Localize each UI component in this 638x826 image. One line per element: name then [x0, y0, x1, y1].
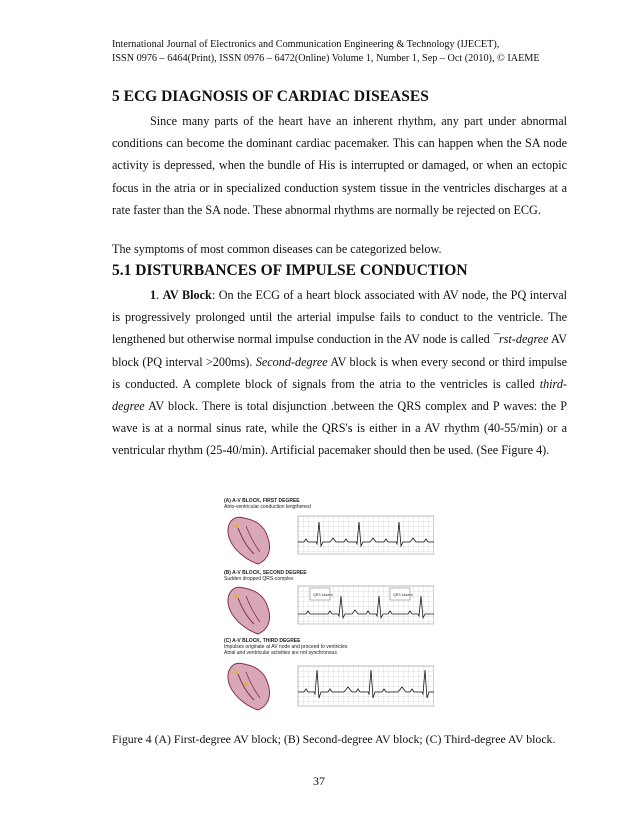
figure-4 [222, 494, 434, 716]
heart-a-icon [228, 517, 270, 564]
panel-a-subtitle: Atrio-ventricular conduction lengthened [224, 504, 311, 510]
panel-c-subtitle-1: Impulses originate at AV node and proceed to ventricles [224, 644, 348, 650]
first-degree-term: ¯rst-degree [492, 332, 549, 347]
av-block-paragraph: 1. AV Block: On the ECG of a heart block associated with AV node, the PQ interval is progressively prolonged until the arterial impulse fails to conduct to the ventricle. The lengthened but otherwise normal impulse conduction in the AV node is called ¯rst-degree AV block (PQ interval >200ms). Second-degree AV block is when every second or third impulse is conducted. A complete block of signals from the atria to the ventricles is called third-degree AV block. There is total disjunction .between the QRS complex and P waves: the P wave is at a normal sinus rate, while the QRS's is either in a AV rhythm (40-55/min) or a ventricular rhythm (25-40/min). Artificial pacemaker should then be used. (See Figure 4). [112, 288, 568, 458]
item-number: 1 [150, 288, 157, 302]
third-degree-term: third-degree [112, 376, 567, 414]
figure-caption: Figure 4 (A) First-degree AV block; (B) Second-degree AV block; (C) Third-degree AV block. [112, 732, 556, 746]
heart-c-icon [228, 663, 270, 710]
header-line-2: ISSN 0976 – 6464(Print), ISSN 0976 – 6472(Online) Volume 1, Number 1, Sep – Oct (2010), © IAEME [112, 53, 540, 64]
second-degree-term: Second-degree [255, 354, 328, 369]
ecg-strip-b [298, 586, 434, 624]
av-block-text-4: AV block. There is total disjunction .between the QRS complex and P waves: the P wave is at a normal sinus rate, while the QRS's is either in a AV rhythm (40-55/min) or a ventricular rhythm (25-40/min). Artificial pacemaker should then be used. (See Figure 4). [112, 399, 567, 458]
ecg-strip-c [298, 666, 434, 706]
av-block-figure-svg [222, 494, 434, 716]
header-line-1: International Journal of Electronics and Communication Engineering & Technology (IJECET), [112, 39, 500, 50]
panel-c-title: (C) A-V BLOCK, THIRD DEGREE [224, 638, 301, 644]
panel-c-subtitle-2: Atrial and ventricular activities are not synchronous [224, 650, 337, 656]
heart-b-icon [228, 587, 270, 634]
panel-b-subtitle: Sudden dropped QRS-complex [224, 576, 294, 582]
av-block-term: AV Block [162, 288, 212, 302]
av-block-text-2: AV block (PQ interval >200ms). [112, 332, 567, 369]
section-paragraph-1: Since many parts of the heart have an inherent rhythm, any part under abnormal conditions can become the dominant cardiac pacemaker. This can happen when the SA node activity is depressed, when the bundle of His is interrupted or damaged, or when an ectopic focus in the atria or in specialized conduction system tissue in the ventricles discharges at a rate faster than the SA node. These abnormal rhythms are normally be rejected on ECG. [112, 114, 567, 217]
av-block-text-1: : On the ECG of a heart block associated with AV node, the PQ interval is progressively prolonged until the arterial impulse fails to conduct to the ventricle. The lengthened but otherwise normal impulse conduction in the AV node is called [112, 288, 568, 347]
qrs-absent-note-1: QRS absent [313, 593, 333, 597]
section-title: 5 ECG DIAGNOSIS OF CARDIAC DISEASES [112, 88, 429, 105]
section-paragraph-2: The symptoms of most common diseases can be categorized below. [112, 242, 442, 256]
panel-a-title: (A) A-V BLOCK, FIRST DEGREE [224, 498, 300, 504]
subsection-title: 5.1 DISTURBANCES OF IMPULSE CONDUCTION [112, 262, 468, 279]
qrs-absent-note-2: QRS absent [393, 593, 413, 597]
journal-header [112, 38, 572, 66]
av-block-text-3: AV block is when every second or third impulse is conducted. A complete block of signals from the atria to the ventricles is called [112, 354, 567, 391]
page-number: 37 [313, 774, 325, 788]
panel-b-title: (B) A-V BLOCK, SECOND DEGREE [224, 570, 307, 576]
ecg-strip-a [298, 516, 434, 554]
